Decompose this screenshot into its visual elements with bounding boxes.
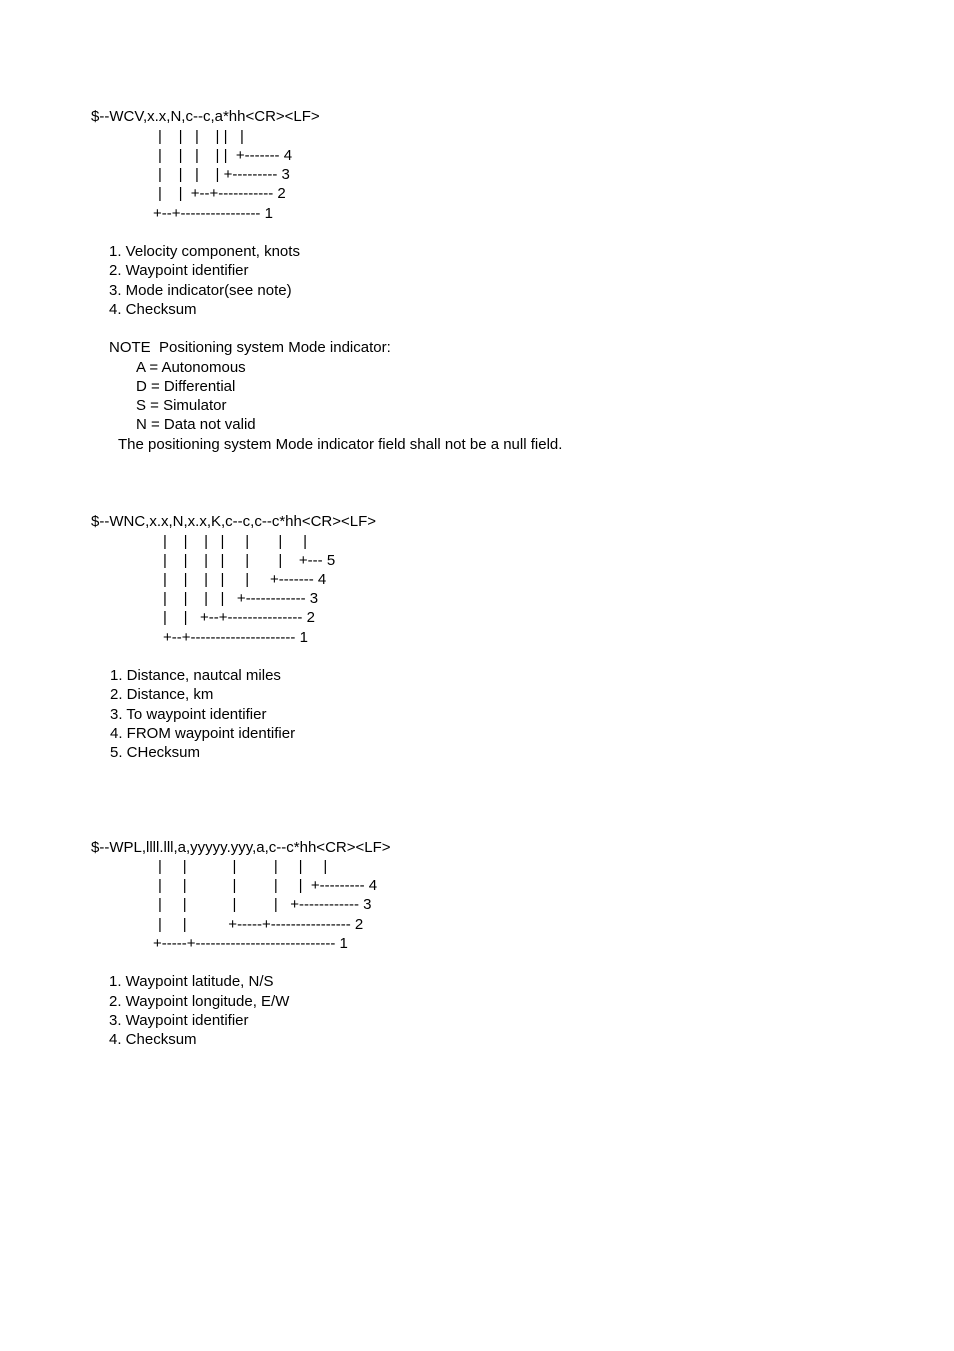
diagram-line: | | | | | | | [163,533,307,550]
diagram-line: | | +--+----------- 2 [158,185,286,202]
wnc-format: $--WNC,x.x,N,x.x,K,c--c,c--c*hh<CR><LF> [91,513,377,530]
diagram-line: | | | | | +------- 4 [163,571,327,588]
list-item: 5. CHecksum [110,744,201,761]
diagram-line: | | | | | +------- 4 [158,147,293,164]
diagram-line: | | | | | +--------- 4 [158,877,378,894]
diagram-line: | | +-----+---------------- 2 [158,916,364,933]
diagram-line: | | | | | | +--- 5 [163,552,336,569]
note-item: S = Simulator [136,397,227,414]
list-item: 3. Mode indicator(see note) [109,282,292,299]
list-item: 3. Waypoint identifier [109,1012,249,1029]
diagram-line: +--+--------------------- 1 [163,629,308,646]
list-item: 2. Waypoint longitude, E/W [109,993,290,1010]
wpl-format: $--WPL,llll.lll,a,yyyyy.yyy,a,c--c*hh<CR><LF> [91,839,391,856]
diagram-line: | | | | +------------ 3 [158,896,372,913]
diagram-line: | | | | | | [158,128,244,145]
list-item: 2. Waypoint identifier [109,262,249,279]
list-item: 4. Checksum [109,1031,197,1048]
list-item: 2. Distance, km [110,686,214,703]
diagram-line: | | +--+--------------- 2 [163,609,315,626]
diagram-line: +--+---------------- 1 [153,205,273,222]
list-item: 3. To waypoint identifier [110,706,267,723]
note-item: A = Autonomous [136,359,246,376]
list-item: 1. Velocity component, knots [109,243,300,260]
list-item: 1. Waypoint latitude, N/S [109,973,274,990]
list-item: 1. Distance, nautcal miles [110,667,281,684]
list-item: 4. FROM waypoint identifier [110,725,296,742]
note-footer: The positioning system Mode indicator field shall not be a null field. [118,436,563,453]
note-item: N = Data not valid [136,416,256,433]
wcv-format: $--WCV,x.x,N,c--c,a*hh<CR><LF> [91,108,320,125]
note-title: NOTE Positioning system Mode indicator: [109,339,391,356]
diagram-line: +-----+---------------------------- 1 [153,935,348,952]
diagram-line: | | | | | | [158,858,328,875]
list-item: 4. Checksum [109,301,197,318]
diagram-line: | | | | +--------- 3 [158,166,290,183]
note-item: D = Differential [136,378,236,395]
diagram-line: | | | | +------------ 3 [163,590,319,607]
